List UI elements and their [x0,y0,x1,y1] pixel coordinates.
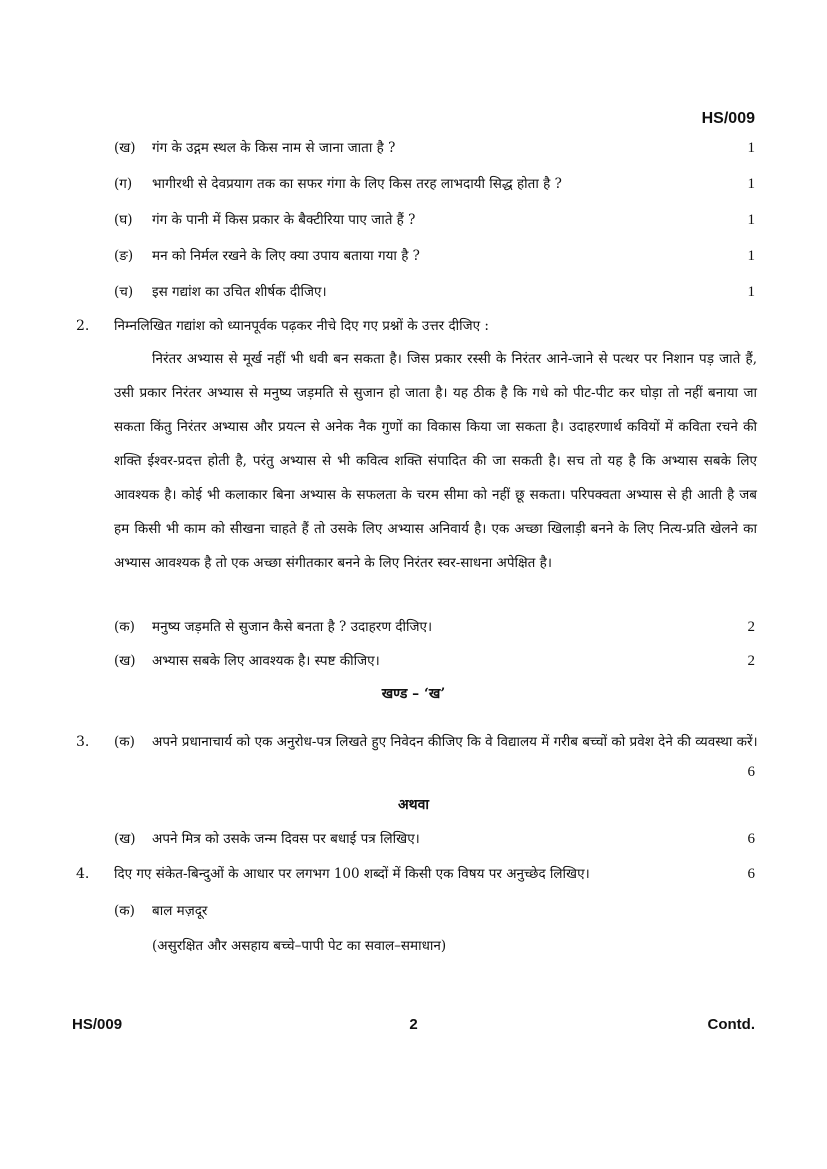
marks: 6 [747,831,755,847]
subpart-label: (ख) [114,831,136,847]
subpart-text: गंग के पानी में किस प्रकार के बैक्टीरिया पाए जाते हैं ? [152,212,416,228]
subpart-label: (क) [114,734,135,750]
marks: 1 [747,284,755,300]
marks: 1 [747,176,755,192]
subpart-label: (क) [114,903,135,919]
section-heading: खण्ड – ‘ख’ [381,686,446,702]
subpart-text: भागीरथी से देवप्रयाग तक का सफर गंगा के लिए किस तरह लाभदायी सिद्ध होता है ? [152,176,562,192]
subpart-label: (ख) [114,653,136,669]
marks: 6 [747,866,755,882]
marks: 1 [747,248,755,264]
or-label: अथवा [397,797,430,813]
footer-paper-code: HS/009 [72,1016,123,1033]
q2-passage: निरंतर अभ्यास से मूर्ख नहीं भी धवी बन सकता है। जिस प्रकार रस्सी के निरंतर आने-जाने से पत्थर पर निशान पड़ जाते हैं, उसी प्रकार निरंतर अभ्यास से मनुष्य जड़मति से सुजान हो जाता है। यह ठीक है कि गधे को पीट-पीट कर घोड़ा तो नहीं बनाया जा सकता किंतु निरंतर अभ्यास और प्रयत्न से अनेक नैक गुणों का विकास किया जा सकता है। उदाहरणार्थ कवियों में कविता रचने की शक्ति ईश्वर-प्रदत्त होती है, परंतु अभ्यास से भी कवित्व शक्ति संपादित की जा सकती है। सच तो यह है कि अभ्यास सबके लिए आवश्यक है। कोई भी कलाकार बिना अभ्यास के सफलता के चरम सीमा को नहीं छू सकता। परिपक्वता अभ्यास से ही आती है जब हम किसी भी काम को सीखना चाहते हैं तो उसके लिए अभ्यास अनिवार्य है। एक अच्छा खिलाड़ी बनने के लिए नित्य-प्रति खेलने का अभ्यास आवश्यक है तो एक अच्छा संगीतकार बनने के लिए निरंतर स्वर-साधना अपेक्षित है। [114,351,757,571]
subpart-text: अपने मित्र को उसके जन्म दिवस पर बधाई पत्र लिखिए। [152,831,420,847]
continued-label: Contd. [707,1016,755,1033]
subpart-label: (ग) [114,176,133,192]
subpart-text: अभ्यास सबके लिए आवश्यक है। स्पष्ट कीजिए। [152,653,380,669]
paper-code-header: HS/009 [701,110,755,127]
marks: 2 [747,619,755,635]
topic-title: बाल मज़दूर [152,903,208,919]
subpart-text: मन को निर्मल रखने के लिए क्या उपाय बताया गया है ? [152,248,420,264]
question-number: 4. [76,866,90,882]
marks: 1 [747,140,755,156]
subpart-text: अपने प्रधानाचार्य को एक अनुरोध-पत्र लिखते हुए निवेदन कीजिए कि वे विद्यालय में गरीब बच्चों को प्रवेश देने की व्यवस्था करें। [152,734,758,750]
marks: 6 [747,764,755,780]
marks: 1 [747,212,755,228]
question-number: 2. [76,318,90,334]
marks: 2 [747,653,755,669]
subpart-label: (ङ) [114,248,134,264]
subpart-label: (ख) [114,140,136,156]
question-number: 3. [76,734,90,750]
question-instruction: निम्नलिखित गद्यांश को ध्यानपूर्वक पढ़कर नीचे दिए गए प्रश्नों के उत्तर दीजिए : [114,318,489,334]
question-text: दिए गए संकेत-बिन्दुओं के आधार पर लगभग 100 शब्दों में किसी एक विषय पर अनुच्छेद लिखिए। [114,866,590,882]
subpart-label: (घ) [114,212,133,228]
subpart-text: मनुष्य जड़मति से सुजान कैसे बनता है ? उदाहरण दीजिए। [152,619,433,635]
topic-hints: (असुरक्षित और असहाय बच्चे–पापी पेट का सवाल–समाधान) [152,938,447,954]
page-number: 2 [409,1016,418,1033]
subpart-label: (च) [114,284,134,300]
subpart-text: इस गद्यांश का उचित शीर्षक दीजिए। [152,284,327,300]
subpart-label: (क) [114,619,135,635]
subpart-text: गंग के उद्गम स्थल के किस नाम से जाना जाता है ? [152,140,396,156]
